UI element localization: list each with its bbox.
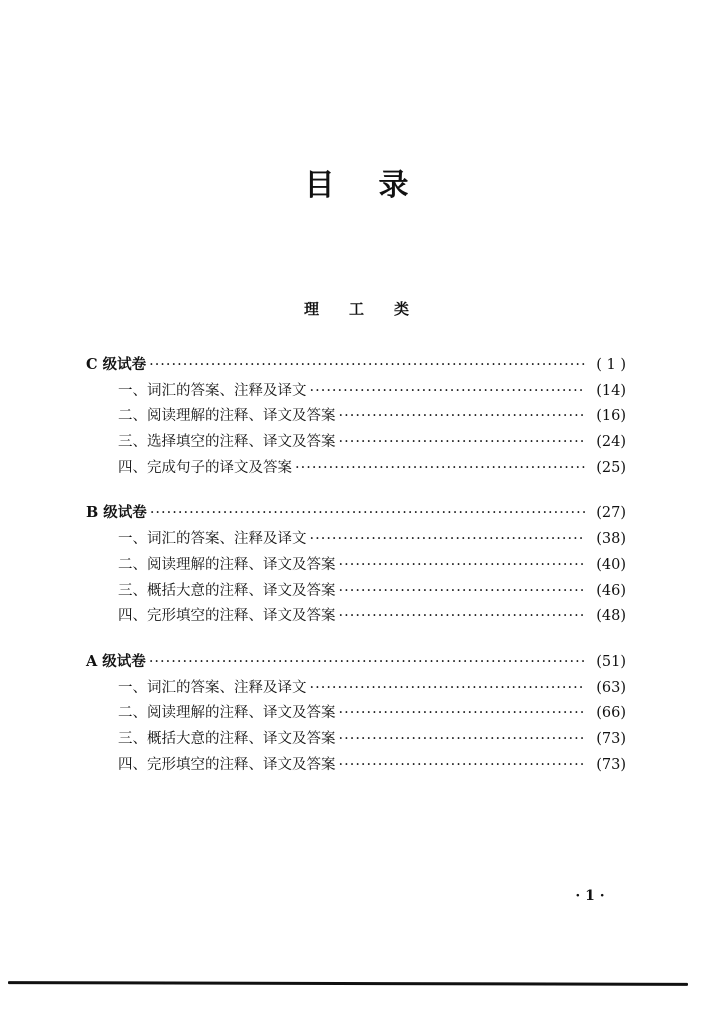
toc-subentry-label: 一、词汇的答案、注释及译文 [118,679,307,696]
toc-section-c [86,353,626,481]
toc-entry-label: B 级试卷 [86,504,147,522]
toc-subentry [86,701,626,727]
dot-leader [149,654,585,670]
table-of-contents [86,353,626,798]
dot-leader [339,583,586,599]
toc-subentry [86,553,626,579]
toc-entry-label: C 级试卷 [86,356,147,373]
toc-subentry [86,676,626,702]
toc-entry [86,353,626,379]
dot-leader [339,731,586,747]
toc-subentry [86,430,626,456]
dot-leader [339,557,586,573]
toc-subentry-page: (66) [596,705,626,722]
toc-entry [86,501,626,527]
toc-subentry [86,579,626,605]
toc-subentry-label: 三、概括大意的注释、译文及答案 [118,730,336,747]
page-title: 目录 [304,168,453,203]
dot-leader [339,705,586,721]
dot-leader [339,408,586,424]
toc-subentry-label: 三、选择填空的注释、译文及答案 [118,434,336,451]
toc-entry [86,650,626,676]
page-number: · 1 · [575,888,605,904]
toc-subentry [86,404,626,430]
toc-subentry-label: 一、词汇的答案、注释及译文 [118,531,307,548]
dot-leader [310,531,586,547]
toc-subentry-page: (46) [596,582,626,599]
toc-subentry-label: 四、完成句子的译文及答案 [118,459,292,476]
toc-subentry-label: 四、完形填空的注释、译文及答案 [118,608,336,625]
dot-leader [150,505,585,521]
toc-entry-page: (51) [596,653,626,670]
toc-subentry-label: 一、词汇的答案、注释及译文 [118,382,307,399]
toc-section-b [86,501,626,629]
toc-subentry [86,727,626,753]
toc-subentry [86,456,626,482]
toc-subentry-label: 二、阅读理解的注释、译文及答案 [118,705,336,722]
toc-subentry-page: (24) [596,434,626,451]
toc-subentry [86,527,626,553]
toc-subentry-label: 二、阅读理解的注释、译文及答案 [118,556,336,573]
toc-subentry-label: 三、概括大意的注释、译文及答案 [118,582,336,599]
category-heading: 理工类 [303,300,439,318]
dot-leader [339,434,586,450]
toc-subentry-page: (63) [596,679,626,696]
toc-subentry-page: (73) [596,730,626,747]
toc-subentry-page: (14) [596,382,626,399]
toc-subentry [86,604,626,630]
toc-subentry-page: (38) [596,531,626,548]
toc-subentry-page: (40) [596,556,626,573]
toc-subentry-page: (16) [596,408,626,425]
toc-subentry-label: 二、阅读理解的注释、译文及答案 [118,408,336,425]
toc-subentry-page: (48) [596,608,626,625]
toc-subentry [86,753,626,779]
toc-subentry-page: (73) [596,756,626,773]
bottom-rule [8,981,688,986]
dot-leader [310,680,586,696]
toc-section-a [86,650,626,778]
dot-leader [149,357,585,373]
toc-subentry-label: 四、完形填空的注释、译文及答案 [118,756,336,773]
toc-entry-page: (27) [596,505,626,522]
dot-leader [295,460,585,476]
toc-entry-page: ( 1 ) [596,357,626,373]
dot-leader [339,757,586,773]
dot-leader [339,608,586,624]
toc-subentry [86,379,626,405]
toc-subentry-page: (25) [596,459,626,476]
toc-entry-label: A 级试卷 [86,652,146,670]
dot-leader [310,383,586,399]
